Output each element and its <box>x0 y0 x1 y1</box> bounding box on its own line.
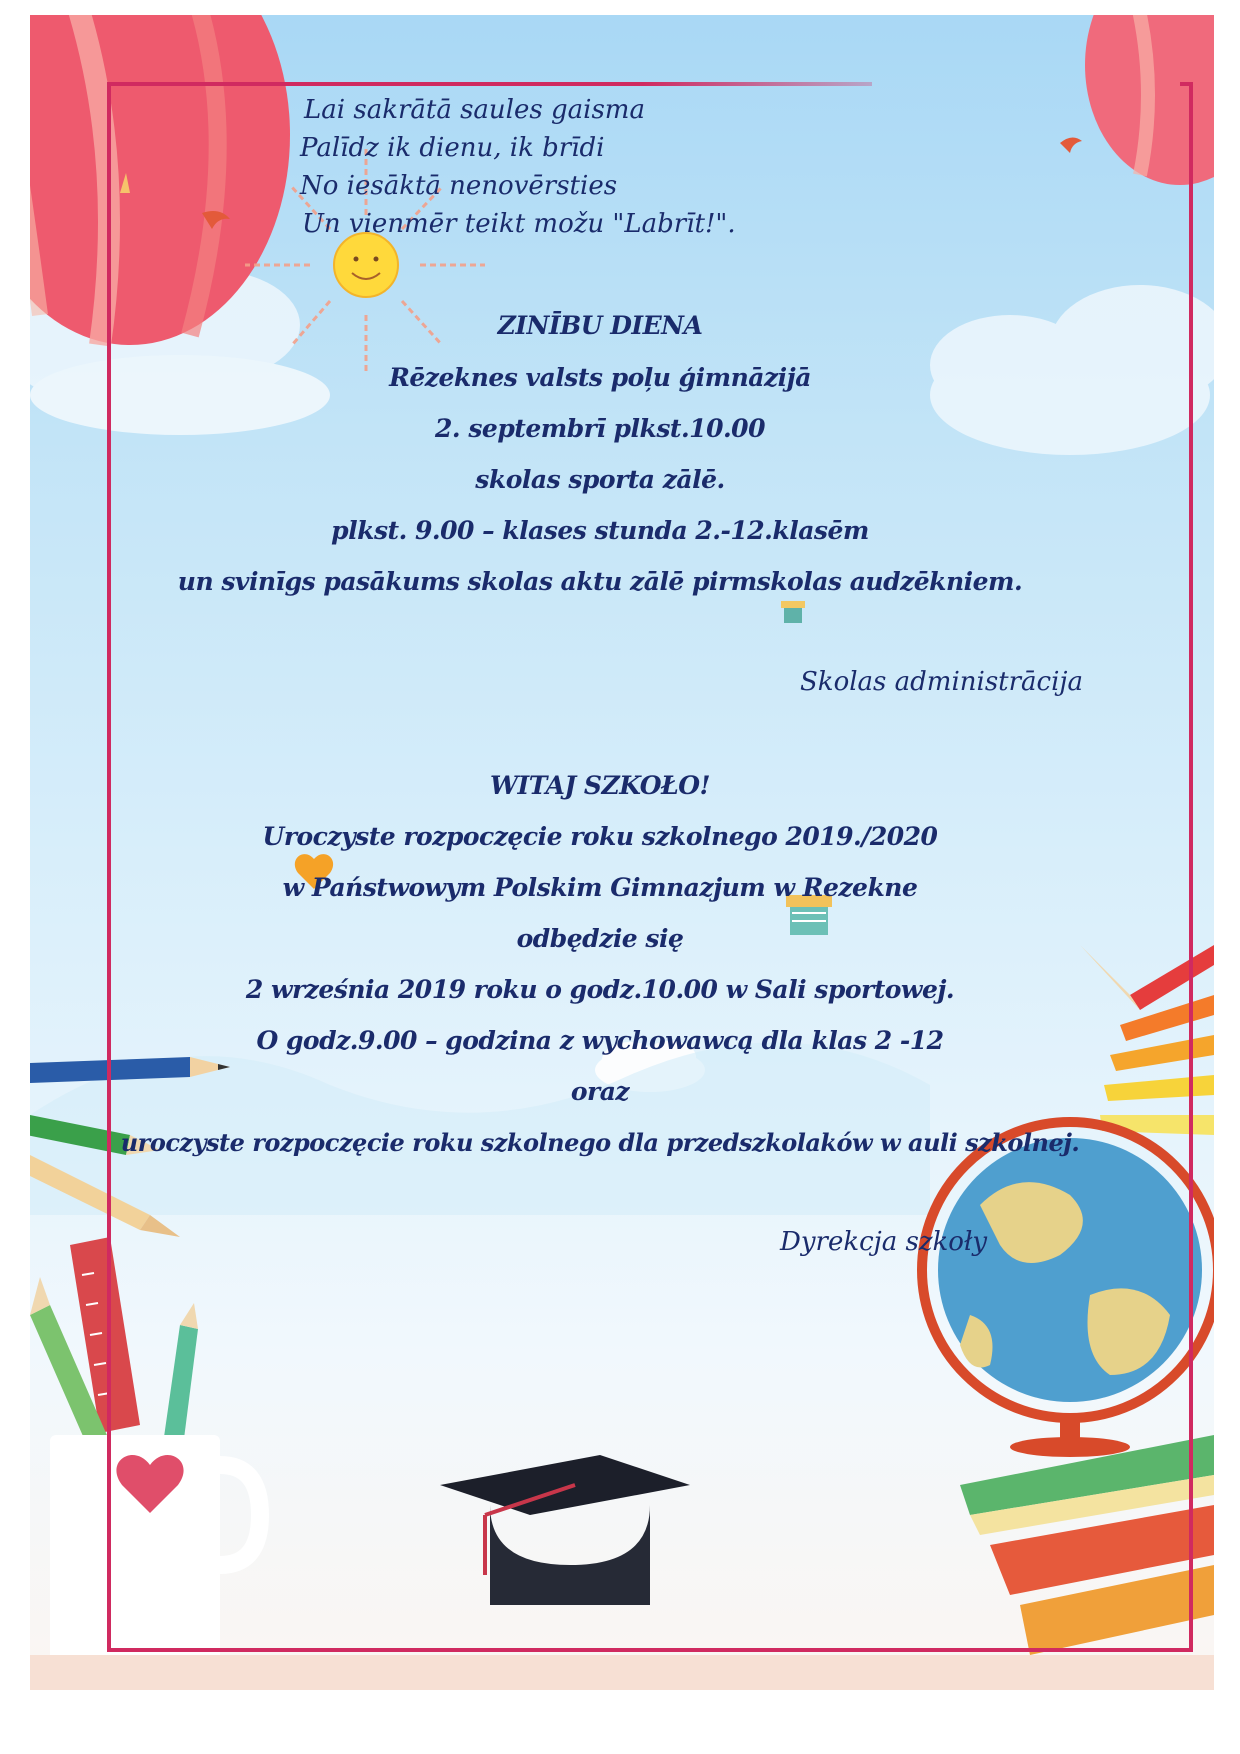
invitation-page <box>30 15 1214 1690</box>
latvian-signature: Skolas administrācija <box>800 667 1083 697</box>
polish-line-7: uroczyste rozpoczęcie roku szkolnego dla przedszkolaków w auli szkolnej. <box>120 1128 1080 1157</box>
poem-line-1: Lai sakrātā saules gaisma <box>304 95 645 125</box>
polish-line-3: odbędzie się <box>516 924 684 953</box>
polish-line-4: 2 września 2019 roku o godz.10.00 w Sali sportowej. <box>245 975 955 1004</box>
polish-line-6: oraz <box>570 1077 630 1106</box>
polish-signature: Dyrekcja szkoły <box>780 1227 988 1257</box>
page-frame-top-line <box>107 82 872 86</box>
latvian-title: ZINĪBU DIENA <box>497 311 703 340</box>
poem-line-3: No iesāktā nenovērsties <box>300 171 618 201</box>
polish-title: WITAJ SZKOŁO! <box>489 771 711 800</box>
latvian-line-5: un svinīgs pasākums skolas aktu zālē pirmskolas audzēkniem. <box>177 567 1023 596</box>
latvian-line-1: Rēzeknes valsts poļu ģimnāzijā <box>389 363 811 392</box>
poem-line-2: Palīdz ik dienu, ik brīdi <box>300 133 605 163</box>
poem-line-4: Un vienmēr teikt možu "Labrīt!". <box>302 209 736 239</box>
latvian-line-3: skolas sporta zālē. <box>475 465 725 494</box>
polish-line-1: Uroczyste rozpoczęcie roku szkolnego 2019./2020 <box>262 822 938 851</box>
polish-line-5: O godz.9.00 – godzina z wychowawcą dla klas 2 -12 <box>256 1026 944 1055</box>
latvian-line-4: plkst. 9.00 – klases stunda 2.-12.klasēm <box>331 516 869 545</box>
page-frame-top-line-right <box>1180 82 1193 86</box>
polish-line-2: w Państwowym Polskim Gimnazjum w Rezekne <box>282 873 918 902</box>
latvian-line-2: 2. septembrī plkst.10.00 <box>435 414 765 443</box>
